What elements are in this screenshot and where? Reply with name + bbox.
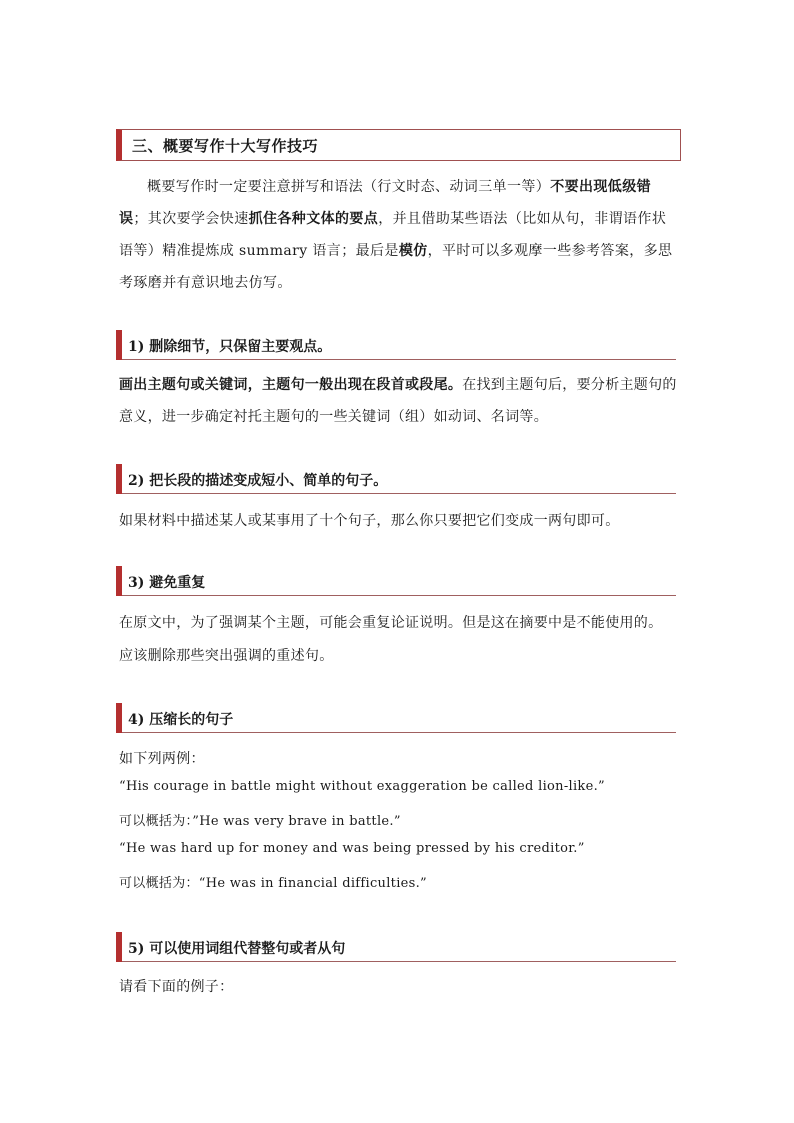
section-marker	[116, 330, 122, 360]
intro-bold-1: 不要出现低级错误	[119, 179, 652, 227]
section-underline	[122, 493, 676, 494]
intro-bold-2: 抓住各种文体的要点	[248, 211, 379, 227]
section-2-line-1: 如果材料中描述某人或某事用了十个句子，那么你只要把它们变成一两句即可。	[119, 513, 620, 529]
section-1-line-2: 意义，进一步确定衬托主题句的一些关键词（组）如动词、名词等。	[119, 409, 548, 425]
section-4-line-2: “His courage in battle might without exaggeration be called lion-like.”	[119, 779, 605, 794]
section-underline	[122, 595, 676, 596]
section-1-rest: 在找到主题句后，要分析主题句的	[462, 377, 677, 393]
section-3-title: 3) 避免重复	[128, 575, 206, 591]
section-5-title: 5) 可以使用词组代替整句或者从句	[128, 941, 346, 957]
section-marker	[116, 703, 122, 733]
intro-text-4: ，平时可以多观摩一些参考答案，多思考琢磨并有意识地去仿写。	[119, 243, 673, 291]
intro-paragraph	[119, 171, 679, 299]
intro-bold-3: 模仿	[398, 243, 428, 259]
section-2-heading	[116, 464, 676, 494]
intro-text-3: ，并且借助某些语法（比如从句，非谓语作状语等）精准提炼成 summary 语言；最后是	[119, 211, 667, 259]
section-2-title: 2) 把长段的描述变成短小、简单的句子。	[128, 473, 388, 489]
section-marker	[116, 932, 122, 962]
section-3-line-1: 在原文中，为了强调某个主题，可能会重复论证说明。但是这在摘要中是不能使用的。	[119, 615, 663, 631]
section-5-line-1: 请看下面的例子：	[119, 979, 234, 995]
section-4-line-3: 可以概括为：”He was very brave in battle.”	[119, 814, 401, 829]
section-underline	[122, 732, 676, 733]
intro-text-1: 概要写作时一定要注意拼写和语法（行文时态、动词三单一等）	[147, 179, 551, 195]
section-1-heading	[116, 330, 676, 360]
main-heading-text: 三、概要写作十大写作技巧	[132, 137, 319, 155]
section-1-bold-lead: 画出主题句或关键词，主题句一般出现在段首或段尾。	[119, 377, 463, 393]
section-3-line-2: 应该删除那些突出强调的重述句。	[119, 648, 334, 664]
section-3-heading	[116, 566, 676, 596]
section-4-line-1: 如下列两例：	[119, 751, 205, 767]
section-marker	[116, 464, 122, 494]
main-heading	[116, 129, 681, 161]
section-4-title: 4) 压缩长的句子	[128, 712, 234, 728]
intro-text-2: ；其次要学会快速	[133, 211, 249, 227]
section-4-line-5: 可以概括为：“He was in financial difficulties.”	[119, 876, 427, 891]
section-4-line-4: “He was hard up for money and was being pressed by his creditor.”	[119, 841, 585, 856]
section-5-heading	[116, 932, 676, 962]
section-underline	[122, 961, 676, 962]
section-4-heading	[116, 703, 676, 733]
section-1-line-1	[119, 374, 679, 394]
section-marker	[116, 566, 122, 596]
section-1-title: 1) 删除细节，只保留主要观点。	[128, 339, 332, 355]
section-underline	[122, 359, 676, 360]
